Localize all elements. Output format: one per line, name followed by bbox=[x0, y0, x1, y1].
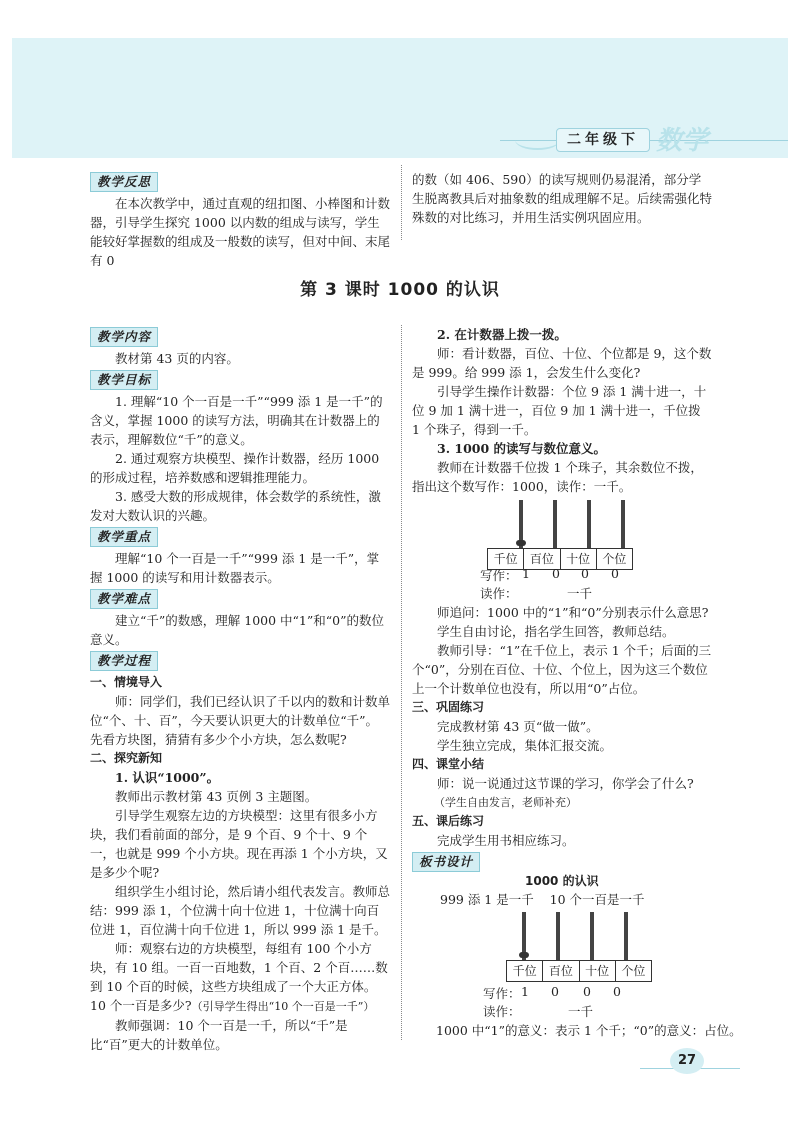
board-write-label: 写作： bbox=[483, 986, 521, 1001]
goal-1: 1. 理解“10 个一百是一千”“999 添 1 是一千”的含义，掌握 1000 的读写方法，明确其在计数器上的表示，理解数位“千”的意义。 bbox=[90, 394, 383, 447]
board-meaning: 1000 中“1”的意义：表示 1 个千；“0”的意义：占位。 bbox=[436, 1023, 742, 1038]
difficulty-tag: 教学难点 bbox=[90, 589, 158, 609]
reflection-tag: 教学反思 bbox=[90, 172, 158, 192]
goals-tag: 教学目标 bbox=[90, 370, 158, 390]
digit-1: 1 bbox=[522, 566, 530, 581]
section-intro: 一、情境导入 bbox=[90, 675, 163, 689]
key-text: 理解“10 个一百是一千”“999 添 1 是一千”，掌握 1000 的读写和用计数器表示。 bbox=[90, 551, 380, 585]
summary-note: （学生自由发言，老师补充） bbox=[434, 796, 577, 809]
left-column bbox=[90, 325, 390, 1054]
question-2: 学生自由讨论，指名学生回答，教师总结。 bbox=[437, 624, 675, 639]
place-hundreds: 百位 bbox=[524, 549, 560, 569]
digit-4: 0 bbox=[611, 566, 619, 581]
read-label: 读作： bbox=[480, 586, 518, 601]
reflection-left bbox=[90, 170, 390, 270]
question-1: 师追问：1000 中的“1”和“0”分别表示什么意思? bbox=[437, 605, 709, 620]
process-tag: 教学过程 bbox=[90, 651, 158, 671]
lesson-title: 第 3 课时 1000 的认识 bbox=[300, 280, 500, 300]
board-place-tens: 十位 bbox=[580, 961, 616, 981]
homework-text: 完成学生用书相应练习。 bbox=[437, 833, 575, 848]
board-rod-hundreds bbox=[556, 912, 560, 960]
board-place-hundreds: 百位 bbox=[543, 961, 579, 981]
column-divider bbox=[401, 325, 402, 1040]
write-label: 写作： bbox=[480, 568, 518, 583]
goal-2: 2. 通过观察方块模型、操作计数器，经历 1000 的形成过程，培养数感和逻辑推理能力。 bbox=[90, 451, 380, 485]
bead-thousands bbox=[516, 540, 526, 546]
brand-logo: 数学 bbox=[656, 126, 709, 156]
board-title: 1000 的认识 bbox=[525, 874, 599, 888]
section-summary: 四、课堂小结 bbox=[412, 757, 485, 771]
board-read-label: 读作： bbox=[483, 1004, 521, 1019]
step-2: 2. 在计数器上拨一拨。 bbox=[437, 327, 567, 342]
board-digit-3: 0 bbox=[583, 984, 591, 999]
explore-note: （引导学生得出“10 个一百是一千”） bbox=[191, 1000, 375, 1013]
page-number: 27 bbox=[670, 1048, 704, 1074]
board-abacus-counter bbox=[510, 912, 656, 978]
board-read-value: 一千 bbox=[568, 1004, 594, 1019]
abacus-counter bbox=[487, 500, 633, 566]
section-explore: 二、探究新知 bbox=[90, 751, 163, 765]
board-digit-1: 1 bbox=[521, 984, 529, 999]
board-rod-tens bbox=[590, 912, 594, 960]
board-line-1: 999 添 1 是一千 10 个一百是一千 bbox=[440, 892, 645, 907]
reflection-text-left: 在本次教学中，通过直观的纽扣图、小棒图和计数器，引导学生探究 1000 以内数的组成与读写，学生能较好掌握数的组成及一般数的读写，但对中间、末尾有 0 bbox=[90, 196, 391, 268]
board-rod-ones bbox=[624, 912, 628, 960]
step-2-text-1: 师：看计数器，百位、十位、个位都是 9，这个数是 999。给 999 添 1，会发生什么变化? bbox=[412, 346, 712, 380]
section-homework: 五、课后练习 bbox=[412, 814, 485, 828]
summary-text: 师：说一说通过这节课的学习，你学会了什么? bbox=[437, 776, 694, 791]
difficulty-text: 建立“千”的数感，理解 1000 中“1”和“0”的数位意义。 bbox=[90, 613, 385, 647]
board-tag: 板书设计 bbox=[412, 852, 480, 872]
board-place-ones: 个位 bbox=[621, 964, 646, 978]
explore-step-1: 1. 认识“1000”。 bbox=[115, 770, 220, 785]
board-digit-2: 0 bbox=[551, 984, 559, 999]
right-column bbox=[412, 325, 712, 496]
board-place-value-labels bbox=[506, 960, 652, 982]
reflection-text-right: 的数（如 406、590）的读写规则仍易混淆，部分学生脱离教具后对抽象数的组成理解不足。后续需强化特殊数的对比练习，并用生活实例巩固应用。 bbox=[412, 172, 713, 225]
explore-text-1: 教师出示教材第 43 页例 3 主题图。 bbox=[115, 789, 318, 804]
place-tens: 十位 bbox=[561, 549, 597, 569]
digit-3: 0 bbox=[581, 566, 589, 581]
content-text: 教材第 43 页的内容。 bbox=[115, 351, 239, 366]
right-column-lower bbox=[412, 603, 712, 874]
section-practice: 三、巩固练习 bbox=[412, 700, 485, 714]
question-3: 教师引导：“1”在千位上，表示 1 个千；后面的三个“0”，分别在百位、十位、个位上，因为这三个数位上一个计数单位也没有，所以用“0”占位。 bbox=[412, 643, 712, 696]
key-tag: 教学重点 bbox=[90, 527, 158, 547]
intro-text: 师：同学们，我们已经认识了千以内的数和计数单位“个、十、百”，今天要认识更大的计数单位“千”。先看方块图，猜猜有多少个小方块，怎么数呢? bbox=[90, 694, 391, 747]
goal-3: 3. 感受大数的形成规律，体会数学的系统性，激发对大数认识的兴趣。 bbox=[90, 489, 381, 523]
digit-2: 0 bbox=[552, 566, 560, 581]
practice-text-2: 学生独立完成，集体汇报交流。 bbox=[437, 738, 613, 753]
step-2-text-2: 引导学生操作计数器：个位 9 添 1 满十进一，十位 9 加 1 满十进一，百位 9 加 1 满十进一，千位拨 1 个珠子，得到一千。 bbox=[412, 384, 707, 437]
step-3-text: 教师在计数器千位拨 1 个珠子，其余数位不拨，指出这个数写作：1000，读作：一千。 bbox=[412, 460, 703, 494]
explore-text-5: 教师强调：10 个一百是一千，所以“千”是比“百”更大的计数单位。 bbox=[90, 1018, 348, 1052]
practice-text-1: 完成教材第 43 页“做一做”。 bbox=[437, 719, 599, 734]
rod-tens bbox=[587, 500, 591, 548]
decorative-swoosh bbox=[515, 130, 560, 150]
step-3: 3. 1000 的读写与数位意义。 bbox=[437, 441, 607, 456]
explore-text-2: 引导学生观察左边的方块模型：这里有很多小方块，我们看前面的部分，是 9 个百、9 个十、9 个一，也就是 999 个小方块。现在再添 1 个小方块，又是多少个呢? bbox=[90, 808, 388, 880]
content-tag: 教学内容 bbox=[90, 327, 158, 347]
explore-text-3: 组织学生小组讨论，然后请小组代表发言。教师总结：999 添 1，个位满十向十位进 1，十位满十向百位进 1，百位满十向千位进 1，所以 999 添 1 是千。 bbox=[90, 884, 391, 937]
place-ones: 个位 bbox=[602, 552, 627, 566]
board-bead-thousands bbox=[519, 952, 529, 958]
place-thousands: 千位 bbox=[488, 549, 524, 569]
rod-ones bbox=[621, 500, 625, 548]
grade-label: 二年级下 bbox=[556, 128, 650, 152]
column-divider-top bbox=[401, 165, 402, 240]
rod-hundreds bbox=[553, 500, 557, 548]
read-value: 一千 bbox=[567, 586, 593, 601]
reflection-right bbox=[412, 170, 712, 227]
board-place-thousands: 千位 bbox=[507, 961, 543, 981]
board-digit-4: 0 bbox=[613, 984, 621, 999]
explore-text-4: 师：观察右边的方块模型，每组有 100 个小方块，有 10 组。一百一百地数，1 个百、2 个百……数到 10 个百的时候，这些方块组成了一个大正方体。10 个一百是多少?（引导学生得出“10 个一百是一千”） bbox=[90, 941, 388, 1013]
